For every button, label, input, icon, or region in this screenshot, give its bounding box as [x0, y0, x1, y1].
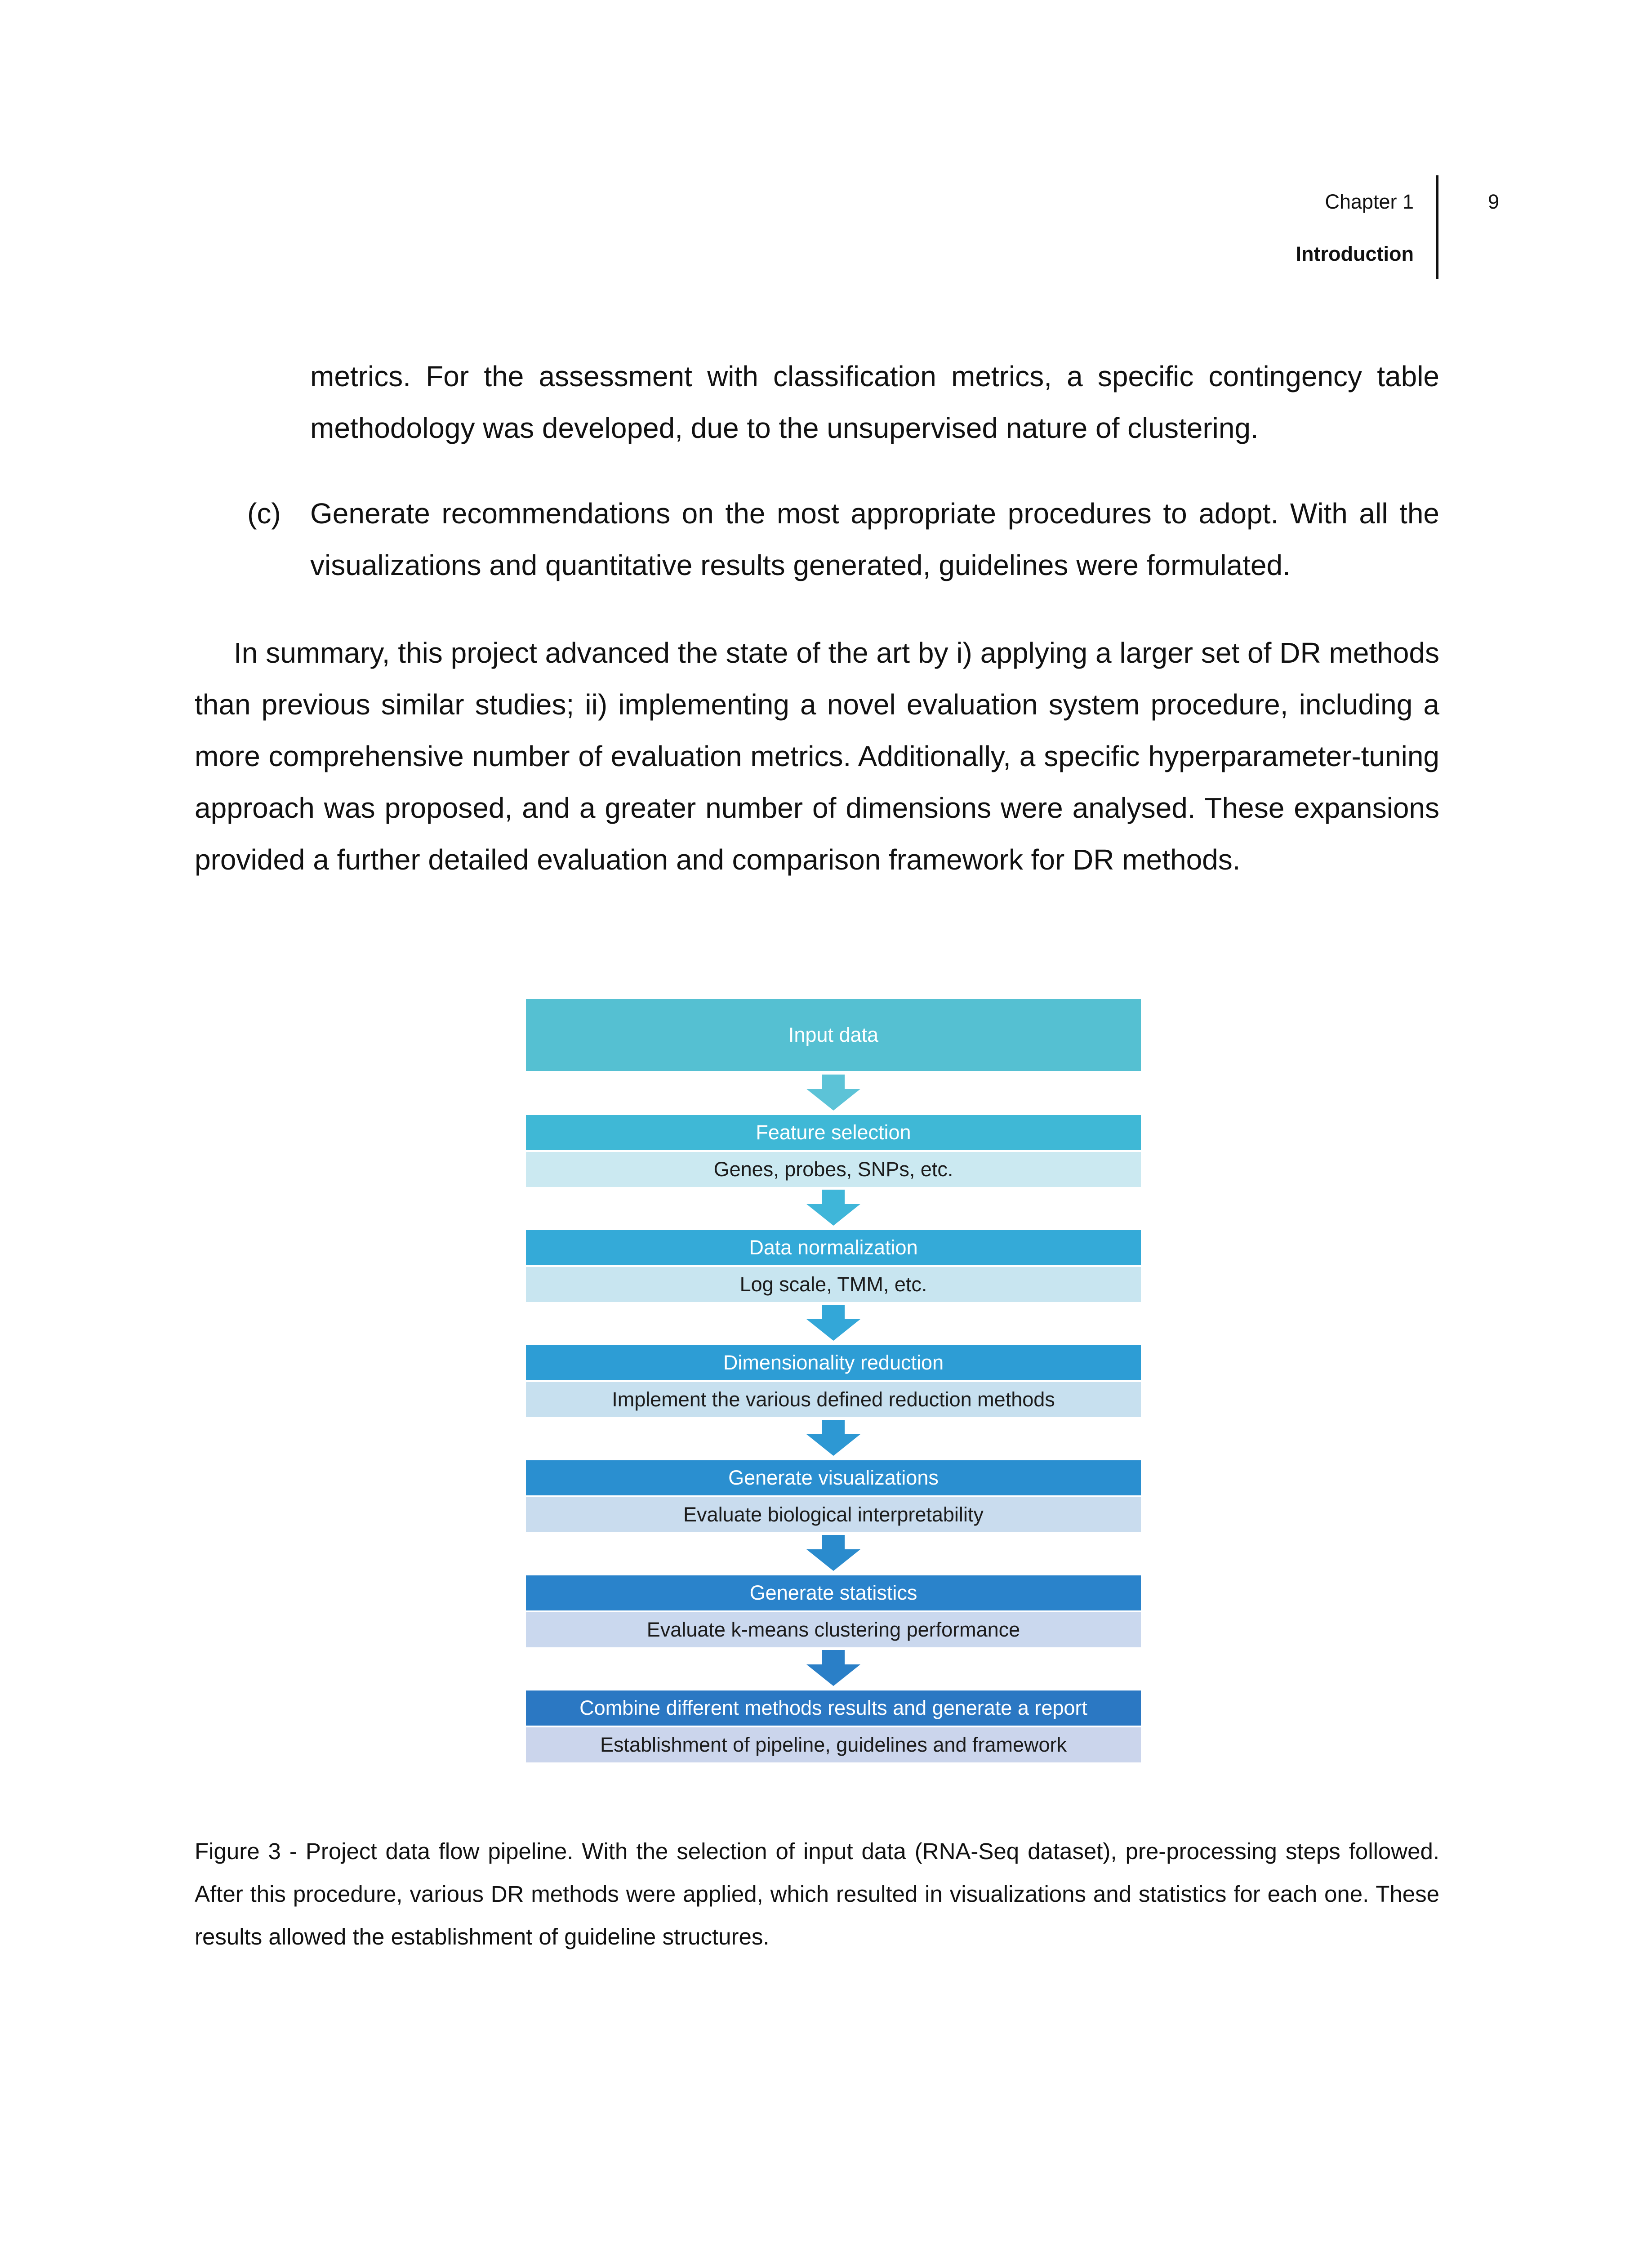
step-combine-report-title [526, 1690, 1141, 1726]
step-sub-label: Genes, probes, SNPs, etc. [713, 1158, 953, 1181]
step-data-normalization-sub [526, 1267, 1141, 1302]
step-sub-label: Evaluate k-means clustering performance [646, 1618, 1020, 1641]
list-item-c-label: (c) [247, 497, 281, 530]
step-sub-label: Log scale, TMM, etc. [739, 1273, 927, 1296]
arrow-shape [806, 1650, 860, 1686]
arrow-down-icon [806, 1650, 860, 1686]
figure-caption: Figure 3 - Project data flow pipeline. With the selection of input data (RNA-Seq dataset), pre-processing steps followed. After this procedure, various DR methods were applied, which resulted in visualizations and statistics for each one. These results allowed the establishment of guideline structures. [195, 1838, 1439, 1949]
step-title-label: Data normalization [749, 1236, 918, 1259]
input-data-box [526, 999, 1141, 1071]
summary-paragraph: In summary, this project advanced the state of the art by i) applying a larger set of DR methods than previous similar studies; ii) implementing a novel evaluation system procedure, including a more comprehensive number of evaluation metrics. Additionally, a specific hyperparameter-tuning approach was proposed, and a greater number of dimensions were analysed. These expansions provided a further detailed evaluation and comparison framework for DR methods. [195, 637, 1439, 876]
pipeline-diagram [526, 999, 1141, 1763]
arrow-shape [806, 1190, 860, 1226]
paragraph-continuation: metrics. For the assessment with classification metrics, a specific contingency table methodology was developed, due to the unsupervised nature of clustering. [310, 360, 1439, 444]
arrow-down-icon [806, 1075, 860, 1111]
step-title-label: Generate visualizations [728, 1466, 939, 1489]
header-section: Introduction [1296, 242, 1414, 265]
arrow-down-icon [806, 1535, 860, 1571]
step-title-label: Feature selection [756, 1121, 911, 1144]
arrow-shape [806, 1420, 860, 1456]
step-sub-label: Establishment of pipeline, guidelines and framework [600, 1733, 1067, 1756]
step-feature-selection-sub [526, 1152, 1141, 1187]
step-generate-statistics-sub [526, 1612, 1141, 1647]
arrow-shape [806, 1075, 860, 1111]
step-title-label: Combine different methods results and generate a report [579, 1696, 1087, 1719]
step-feature-selection-title [526, 1115, 1141, 1150]
arrow-down-icon [806, 1190, 860, 1226]
step-generate-statistics-title [526, 1575, 1141, 1610]
arrow-down-icon [806, 1420, 860, 1456]
arrow-shape [806, 1305, 860, 1341]
step-dimensionality-reduction-title [526, 1345, 1141, 1380]
page-number: 9 [1488, 190, 1500, 213]
step-title-label: Generate statistics [749, 1581, 917, 1604]
list-item-c-text: Generate recommendations on the most appropriate procedures to adopt. With all the visualizations and quantitative results generated, guidelines were formulated. [310, 497, 1439, 581]
step-sub-label: Evaluate biological interpretability [683, 1503, 984, 1526]
step-dimensionality-reduction-sub [526, 1382, 1141, 1417]
step-combine-report-sub [526, 1727, 1141, 1762]
header-chapter: Chapter 1 [1325, 190, 1414, 213]
arrow-down-icon [806, 1305, 860, 1341]
step-data-normalization-title [526, 1230, 1141, 1265]
step-title-label: Dimensionality reduction [723, 1351, 944, 1374]
input-data-label: Input data [788, 1023, 879, 1046]
step-sub-label: Implement the various defined reduction methods [612, 1388, 1055, 1411]
arrow-shape [806, 1535, 860, 1571]
header-rule [1436, 175, 1438, 279]
step-generate-visualizations-title [526, 1460, 1141, 1495]
step-generate-visualizations-sub [526, 1497, 1141, 1532]
